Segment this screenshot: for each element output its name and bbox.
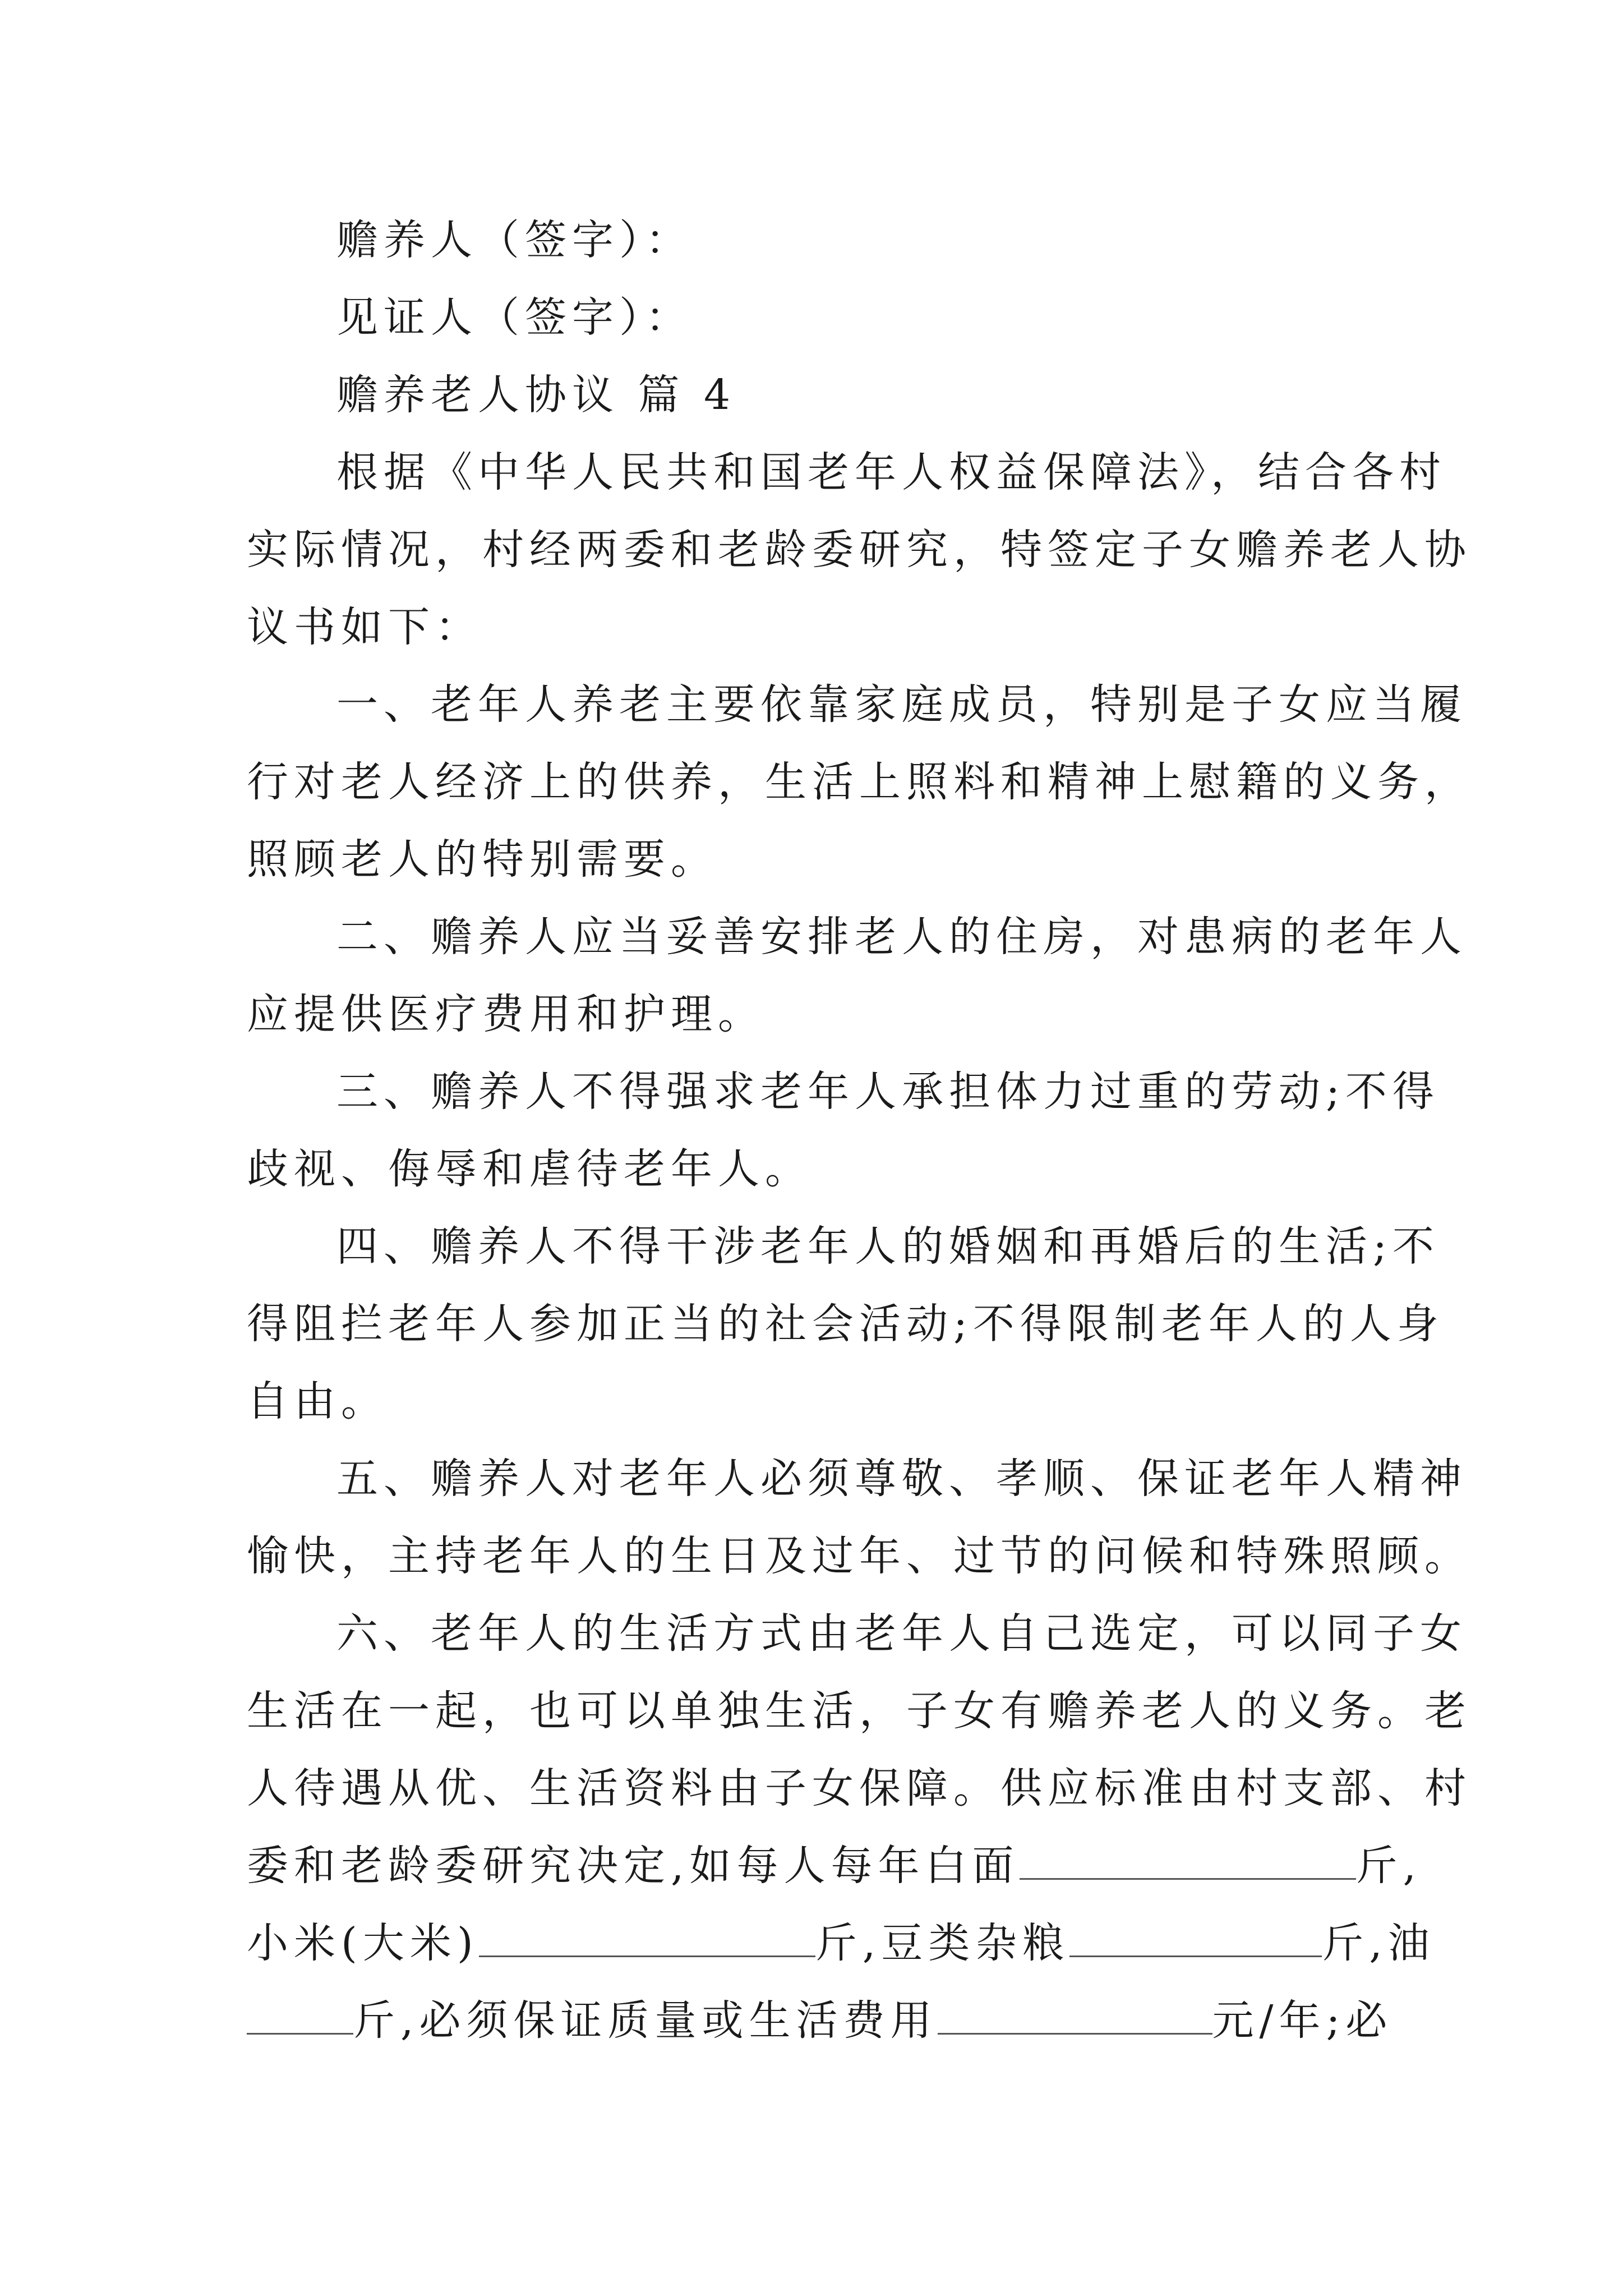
paragraph-line: 照顾老人的特别需要。 bbox=[247, 835, 718, 884]
paragraph-line: 六、老年人的生活方式由老年人自己选定，可以同子女 bbox=[336, 1609, 1467, 1658]
paragraph-line: 四、赡养人不得干涉老年人的婚姻和再婚后的生活;不 bbox=[336, 1222, 1440, 1271]
fill-line bbox=[247, 1993, 1393, 2049]
paragraph-line: 根据《中华人民共和国老年人权益保障法》，结合各村 bbox=[336, 448, 1446, 496]
paragraph-line: 愉快，主持老年人的生日及过年、过节的问候和特殊照顾。 bbox=[247, 1532, 1472, 1580]
paragraph-line: 议书如下： bbox=[247, 603, 482, 651]
paragraph-line: 二、赡养人应当妥善安排老人的住房，对患病的老年人 bbox=[336, 913, 1467, 961]
blank-line-millet bbox=[479, 1916, 815, 1957]
fill-text: 委和老龄委研究决定,如每人每年白面 bbox=[247, 1842, 1020, 1890]
paragraph-line: 应提供医疗费用和护理。 bbox=[247, 990, 765, 1038]
paragraph-line: 得阻拦老年人参加正当的社会活动;不得限制老年人的人身 bbox=[247, 1300, 1444, 1348]
fill-line bbox=[247, 1915, 1435, 1971]
fill-text: 斤, bbox=[1355, 1842, 1422, 1890]
paragraph-line: 三、赡养人不得强求老年人承担体力过重的劳动;不得 bbox=[336, 1068, 1440, 1116]
blank-line-flour bbox=[1020, 1839, 1356, 1880]
paragraph-line: 行对老人经济上的供养，生活上照料和精神上慰籍的义务， bbox=[247, 758, 1472, 806]
paragraph-line: 五、赡养人对老年人必须尊敬、孝顺、保证老年人精神 bbox=[336, 1455, 1467, 1503]
signature-line-supporter: 赡养人（签字）： bbox=[336, 216, 693, 264]
paragraph-line: 歧视、侮辱和虐待老年人。 bbox=[247, 1145, 812, 1193]
blank-line-living-cost bbox=[938, 1994, 1212, 2035]
signature-line-witness: 见证人（签字）： bbox=[336, 293, 693, 342]
fill-text: 斤,油 bbox=[1322, 1919, 1435, 1967]
paragraph-line: 人待遇从优、生活资料由子女保障。供应标准由村支部、村 bbox=[247, 1764, 1472, 1812]
fill-text: 斤,必须保证质量或生活费用 bbox=[353, 1996, 938, 2045]
blank-line-oil bbox=[247, 1994, 353, 2035]
fill-text: 斤,豆类杂粮 bbox=[815, 1919, 1070, 1967]
paragraph-line: 自由。 bbox=[247, 1377, 388, 1425]
section-heading: 赡养老人协议 篇 4 bbox=[336, 371, 736, 419]
paragraph-line: 一、老年人养老主要依靠家庭成员，特别是子女应当履 bbox=[336, 680, 1467, 729]
blank-line-grains bbox=[1069, 1916, 1322, 1957]
fill-text: 元/年;必 bbox=[1212, 1996, 1393, 2045]
fill-text: 小米(大米) bbox=[247, 1919, 479, 1967]
paragraph-line: 实际情况，村经两委和老龄委研究，特签定子女赡养老人协 bbox=[247, 526, 1472, 574]
fill-line bbox=[247, 1838, 1422, 1894]
paragraph-line: 生活在一起，也可以单独生活，子女有赡养老人的义务。老 bbox=[247, 1687, 1472, 1735]
